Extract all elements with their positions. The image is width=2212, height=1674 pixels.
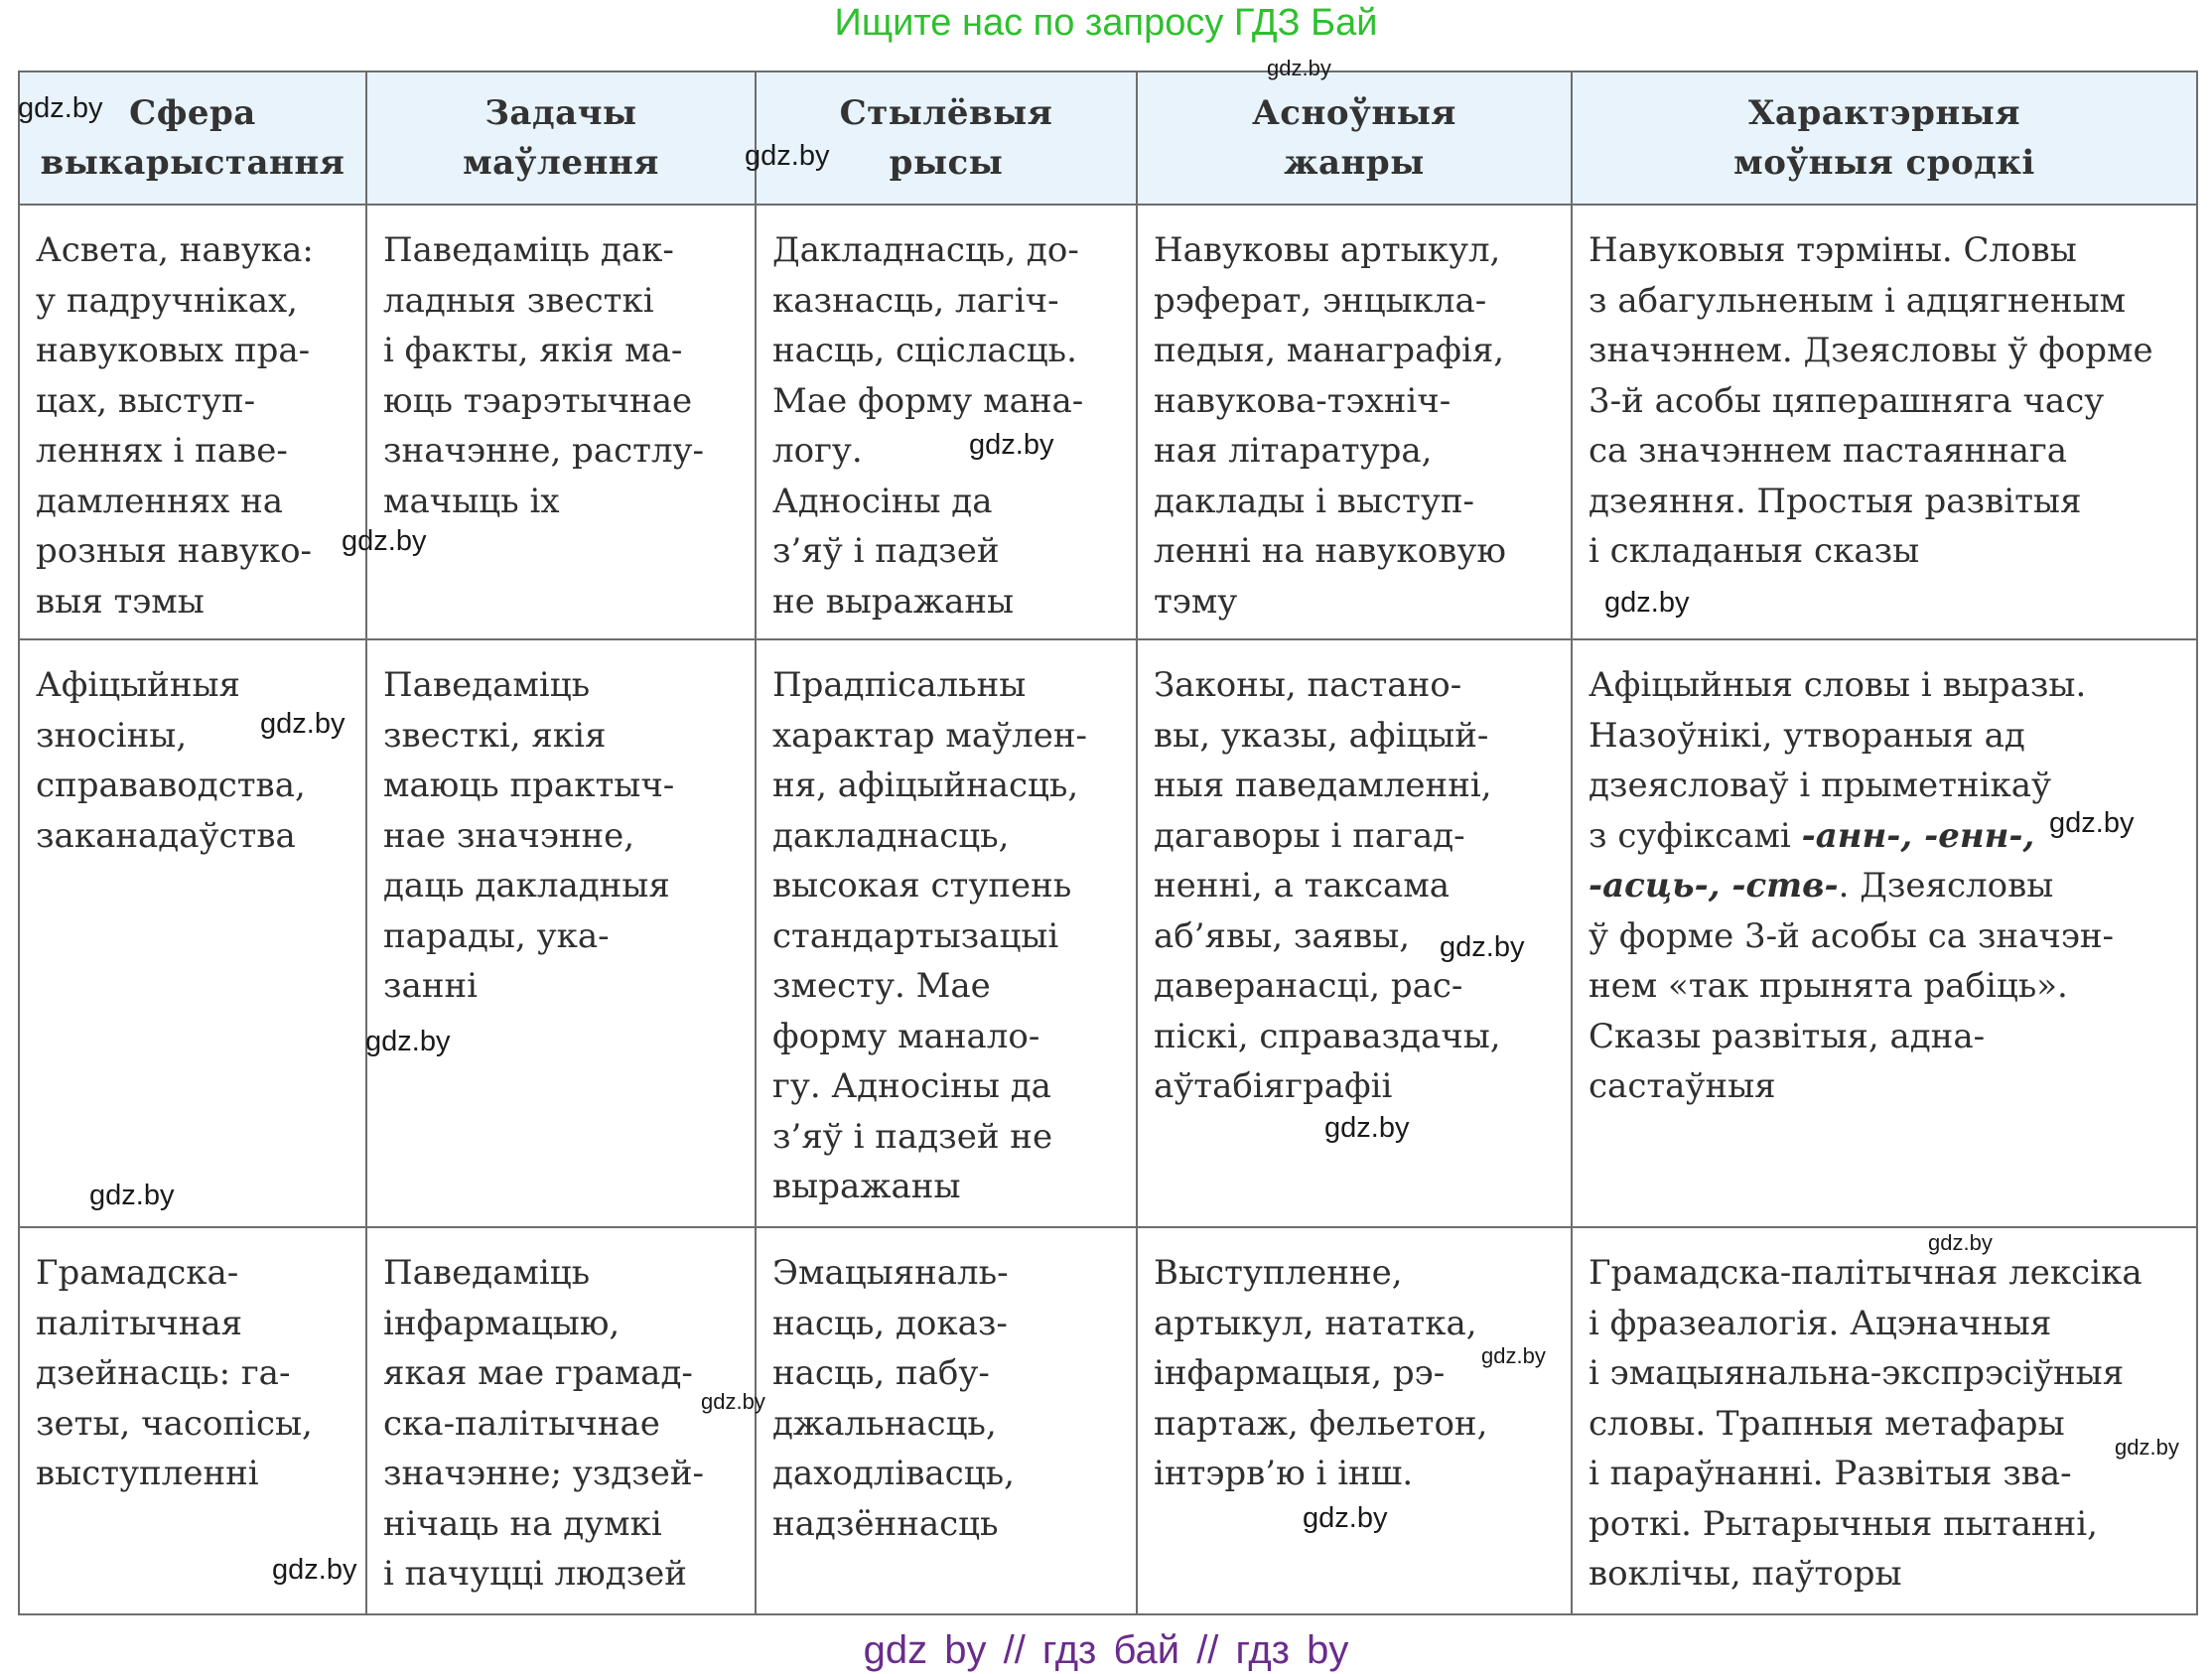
language-styles-table (18, 70, 2198, 1615)
bottom-banner: gdz by // гдз бай // гдз by (863, 1628, 1349, 1672)
table-row-official (19, 639, 2197, 1227)
watermark: gdz.by (365, 1026, 451, 1057)
table-cell (19, 205, 366, 639)
table-cell (1572, 1227, 2197, 1614)
cell-line: нем «так прынята рабіць». (1589, 966, 2068, 1006)
cell-text: Паведаміць інфармацыю, якая мае грамад- ска-палітычнае значэнне; уздзей- нічаць на думкі і пачуцці людзей (383, 1253, 704, 1594)
cell-text: Навуковы артыкул, рэферат, энцыкла- педыя, манаграфія, навукова-тэхніч- ная літаратура, даклады і выступ- ленні на навуковую тэму (1154, 230, 1507, 622)
cell-line: Назоўнікі, утвораныя ад (1589, 715, 2025, 756)
watermark: gdz.by (969, 429, 1054, 461)
watermark: gdz.by (272, 1554, 357, 1586)
watermark: gdz.by (1267, 56, 1331, 80)
cell-text: Дакладнасць, до- казнасць, лагіч- насць, сцісласць. Мае форму мана- логу. Адносіны да з’яў і падзей не выражаны (772, 230, 1084, 622)
header-genres: Асноўныя жанры (1137, 71, 1572, 205)
cell-line: дзеясловаў і прыметнікаў (1589, 766, 2051, 805)
watermark: gdz.by (260, 708, 346, 740)
cell-line: з суфіксамі (1589, 815, 1802, 856)
watermark: gdz.by (701, 1389, 765, 1414)
cell-text: Грамадска-палітычная лексіка і фразеалогія. Ацэначныя і эмацыянальна-экспрэсіўныя словы. Трапныя метафары і параўнанні. Развітыя зва- роткі. Рытарычныя пытанні, воклічы, паўторы (1589, 1253, 2143, 1594)
cell-line: ў форме 3-й асобы са значэн- (1589, 915, 2115, 956)
watermark: gdz.by (2115, 1435, 2179, 1460)
watermark: gdz.by (1303, 1502, 1388, 1534)
table-cell (1572, 639, 2197, 1227)
watermark: gdz.by (745, 140, 830, 172)
watermark: gdz.by (1324, 1112, 1410, 1144)
table-cell (1137, 205, 1572, 639)
table-cell (1572, 205, 2197, 639)
header-style-features: Стылёвыя рысы (756, 71, 1137, 205)
watermark: gdz.by (18, 92, 103, 124)
cell-text: Паведаміць звесткі, якія маюць практыч- нае значэнне, даць дакладныя парады, ука- занні (383, 665, 675, 1006)
table-cell (756, 205, 1137, 639)
watermark: gdz.by (1604, 587, 1690, 619)
cell-line: Сказы развітыя, адна- (1589, 1016, 1986, 1056)
top-banner: Ищите нас по запросу ГДЗ Бай (834, 2, 1378, 44)
cell-line: . Дзеясловы (1838, 866, 2054, 906)
suffix-emphasis: -асць-, -ств- (1589, 866, 1839, 906)
cell-text: Паведаміць дак- ладныя звесткі і факты, якія ма- юць тэарэтычнае значэнне, растлу- мачыць іх (383, 230, 705, 521)
table-cell (366, 205, 756, 639)
watermark: gdz.by (1440, 931, 1525, 963)
header-language-means: Характэрныя моўныя сродкі (1572, 71, 2197, 205)
header-sphere: Сфера выкарыстання (19, 71, 366, 205)
cell-text: Эмацыяналь- насць, доказ- насць, пабу- джальнасць, даходлівасць, надзённасць (772, 1253, 1015, 1544)
watermark: gdz.by (89, 1180, 175, 1211)
watermark: gdz.by (1928, 1230, 1993, 1255)
cell-line: Афіцыйныя словы і выразы. (1589, 665, 2087, 705)
suffix-emphasis: -анн-, -енн-, (1801, 815, 2035, 856)
cell-text-official-means (1573, 640, 2196, 1112)
watermark: gdz.by (342, 525, 427, 557)
cell-line: састаўныя (1589, 1066, 1776, 1106)
table-cell (756, 1227, 1137, 1614)
cell-text: Прадпісальны характар маўлен- ня, афіцыйнасць, дакладнасць, высокая ступень стандартызацыі зместу. Мае форму манало- гу. Адносіны да з’яў і падзей не выражаны (772, 665, 1087, 1206)
cell-text: Грамадска- палітычная дзейнасць: га- зеты, часопісы, выступленні (36, 1253, 313, 1493)
table-cell (366, 639, 756, 1227)
table-row-scientific (19, 205, 2197, 639)
cell-text: Законы, пастано- вы, указы, афіцый- ныя паведамленні, дагаворы і пагад- ненні, а таксама аб’явы, заявы, даверанасці, рас- піскі, справаздачы, аўтабіяграфіі (1154, 665, 1501, 1106)
table-cell (756, 639, 1137, 1227)
table-cell (366, 1227, 756, 1614)
cell-text: Навуковыя тэрміны. Словы з абагульненым і адцягненым значэннем. Дзеясловы ў форме 3-й асобы цяперашняга часу са значэннем пастаяннага дзеяння. Простыя развітыя і складаныя сказы (1589, 230, 2153, 571)
header-tasks: Задачы маўлення (366, 71, 756, 205)
cell-text: Афіцыйныя зносіны, справаводства, заканадаўства (36, 665, 306, 856)
watermark: gdz.by (2049, 807, 2135, 839)
cell-text: Выступленне, артыкул, нататка, інфармацыя, рэ- партаж, фельетон, інтэрв’ю і інш. (1154, 1253, 1488, 1493)
table-cell (1137, 1227, 1572, 1614)
watermark: gdz.by (1481, 1343, 1546, 1368)
cell-text: Асвета, навука: у падручніках, навуковых пра- цах, выступ- леннях і паве- дамленнях на розныя навуко- выя тэмы (36, 230, 314, 622)
header-row (19, 71, 2197, 205)
